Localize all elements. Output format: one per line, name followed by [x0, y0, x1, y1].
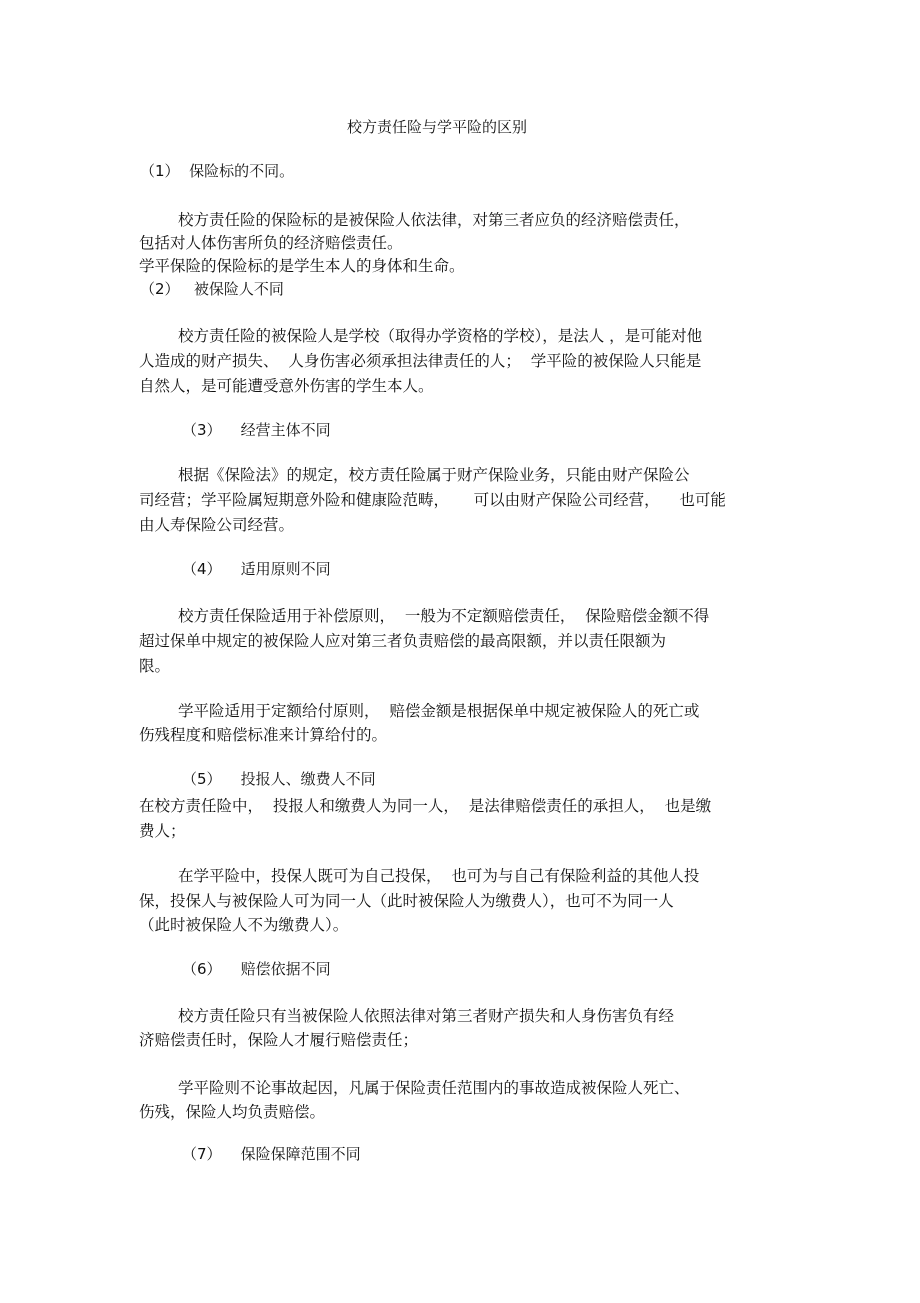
- section-6-heading: （6） 赔偿依据不同: [182, 960, 331, 978]
- paragraph-line: 校方责任险的被保险人是学校（取得办学资格的学校），是法人 ，是可能对他: [178, 327, 703, 345]
- paragraph-line: 限。: [139, 657, 171, 675]
- paragraph-line: 由人寿保险公司经营。: [139, 516, 295, 534]
- paragraph-line: 费人；: [139, 822, 186, 840]
- paragraph-line: 自然人，是可能遭受意外伤害的学生本人。: [139, 377, 434, 395]
- section-2-heading: （2） 被保险人不同: [140, 280, 284, 298]
- paragraph-line: 济赔偿责任时，保险人才履行赔偿责任；: [139, 1031, 419, 1049]
- section-3-heading: （3） 经营主体不同: [182, 421, 331, 439]
- paragraph-line: 根据《保险法》的规定，校方责任险属于财产保险业务，只能由财产保险公: [178, 466, 690, 484]
- paragraph-line: 学平保险的保险标的是学生本人的身体和生命。: [139, 257, 465, 275]
- paragraph-line: 保，投保人与被保险人可为同一人（此时被保险人为缴费人），也可不为同一人: [139, 892, 674, 910]
- document-title: 校方责任险与学平险的区别: [347, 118, 528, 136]
- section-5-heading: （5） 投报人、缴费人不同: [182, 770, 376, 788]
- section-1-heading: （1） 保险标的不同。: [140, 162, 295, 180]
- paragraph-line: 校方责任保险适用于补偿原则， 一般为不定额赔偿责任， 保险赔偿金额不得: [178, 607, 710, 625]
- paragraph-line: 学平险适用于定额给付原则， 赔偿金额是根据保单中规定被保险人的死亡或: [178, 702, 700, 720]
- paragraph-line: 校方责任险的保险标的是被保险人依法律，对第三者应负的经济赔偿责任，: [178, 211, 690, 229]
- paragraph-line: 司经营；学平险属短期意外险和健康险范畴， 可以由财产保险公司经营， 也可能: [139, 491, 726, 509]
- paragraph-line: 伤残程度和赔偿标准来计算给付的。: [139, 726, 388, 744]
- paragraph-line: 包括对人体伤害所负的经济赔偿责任。: [139, 234, 403, 252]
- paragraph-line: 超过保单中规定的被保险人应对第三者负责赔偿的最高限额，并以责任限额为: [139, 632, 667, 650]
- section-4-heading: （4） 适用原则不同: [182, 560, 331, 578]
- paragraph-line: 学平险则不论事故起因，凡属于保险责任范围内的事故造成被保险人死亡、: [178, 1079, 690, 1097]
- paragraph-line: 伤残，保险人均负责赔偿。: [139, 1103, 326, 1121]
- paragraph-line: 在校方责任险中， 投报人和缴费人为同一人， 是法律赔偿责任的承担人， 也是缴: [139, 797, 712, 815]
- paragraph-line: 人造成的财产损失、 人身伤害必须承担法律责任的人； 学平险的被保险人只能是: [139, 352, 702, 370]
- section-7-heading: （7） 保险保障范围不同: [182, 1145, 361, 1163]
- paragraph-line: （此时被保险人不为缴费人）。: [139, 916, 349, 934]
- paragraph-line: 校方责任险只有当被保险人依照法律对第三者财产损失和人身伤害负有经: [178, 1007, 675, 1025]
- paragraph-line: 在学平险中，投保人既可为自己投保， 也可为与自己有保险利益的其他人投: [178, 867, 700, 885]
